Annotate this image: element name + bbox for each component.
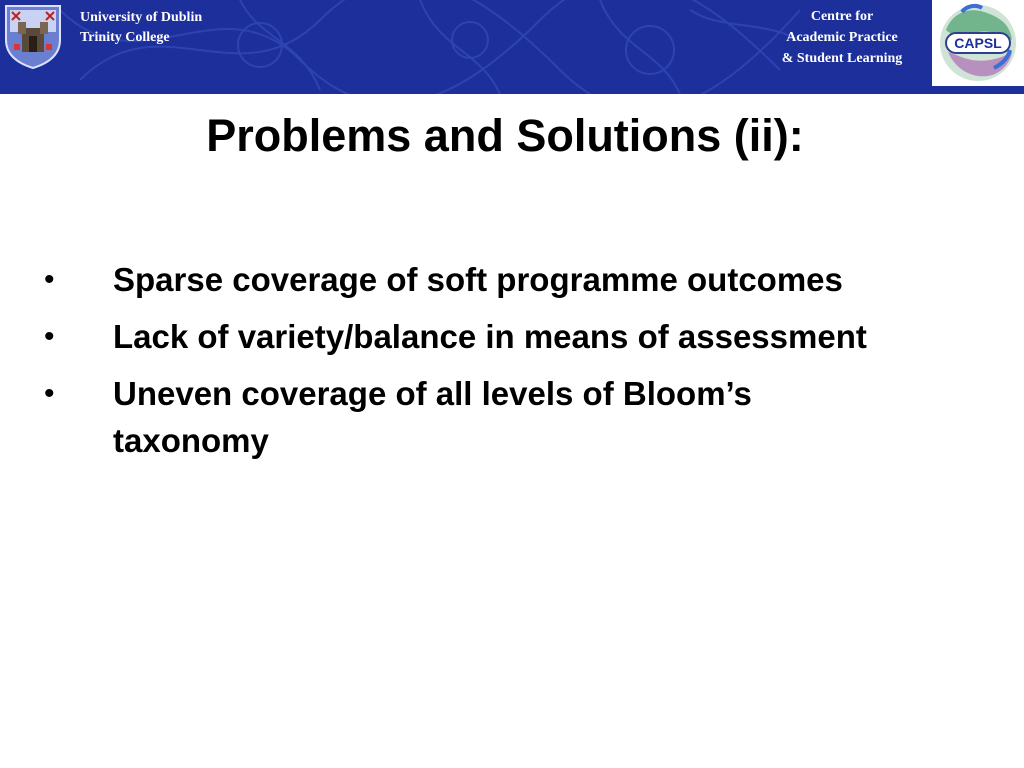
centre-name-line2: Academic Practice [786,30,898,45]
bullet-list [38,256,938,474]
centre-name-line3: & Student Learning [781,51,903,66]
bullet-item [38,370,938,464]
slide-title: Problems and Solutions (ii): [206,110,804,161]
bullet-item [38,313,938,360]
university-name [80,8,202,48]
centre-name-line1: Centre for [810,9,874,24]
bullet-text: Lack of variety/balance in means of assessment [113,318,867,355]
bullet-item [38,256,938,303]
bullet-marker: • [44,320,55,353]
capsl-logo [932,0,1024,86]
capsl-logo-text: CAPSL [954,35,1002,51]
bullet-text: Sparse coverage of soft programme outcomes [113,261,843,298]
university-name-line1: University of Dublin [80,10,203,25]
centre-name [752,6,932,69]
bullet-text: Uneven coverage of all levels of Bloom’s taxonomy [113,375,752,459]
header-banner [0,0,1024,94]
university-name-line2: Trinity College [80,30,170,45]
bullet-marker: • [44,377,55,410]
trinity-crest-icon [0,0,66,70]
bullet-marker: • [44,263,55,296]
